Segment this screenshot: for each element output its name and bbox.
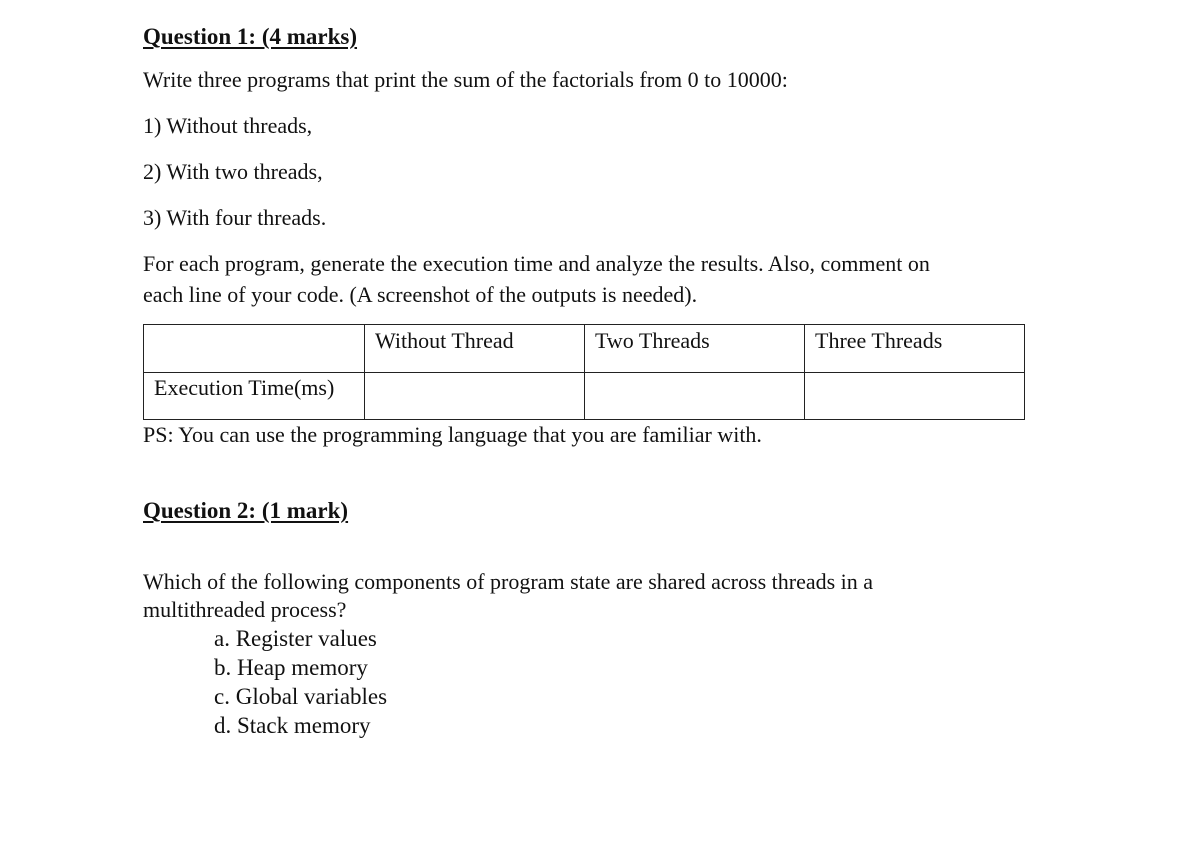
question-1-heading: Question 1: (4 marks)	[143, 24, 358, 49]
table-header-cell-empty	[144, 325, 365, 373]
option-a: a. Register values	[214, 626, 377, 651]
question-1-item-2: 2) With two threads,	[143, 159, 323, 184]
execution-time-table	[143, 324, 1025, 420]
option-b: b. Heap memory	[214, 655, 368, 680]
question-2-prompt-line-1: Which of the following components of program state are shared across threads in a	[143, 569, 874, 594]
table-cell-without-thread	[365, 373, 585, 420]
table-row	[144, 373, 1025, 420]
option-c: c. Global variables	[214, 684, 388, 709]
table-row-label: Execution Time(ms)	[144, 373, 365, 420]
question-1-instructions-line-1: For each program, generate the execution time and analyze the results. Also, comment on	[143, 251, 930, 276]
question-2-prompt-line-2: multithreaded process?	[143, 597, 347, 622]
table-header-three-threads: Three Threads	[805, 325, 1025, 373]
question-1-item-1: 1) Without threads,	[143, 113, 313, 138]
question-2-heading: Question 2: (1 mark)	[143, 498, 349, 523]
table-header-two-threads: Two Threads	[585, 325, 805, 373]
table-cell-three-threads	[805, 373, 1025, 420]
ps-note: PS: You can use the programming language that you are familiar with.	[143, 422, 762, 447]
question-1-item-3: 3) With four threads.	[143, 205, 327, 230]
table-header-without-thread: Without Thread	[365, 325, 585, 373]
option-d: d. Stack memory	[214, 713, 371, 738]
table-header-row	[144, 325, 1025, 373]
question-1-instructions-line-2: each line of your code. (A screenshot of the outputs is needed).	[143, 282, 698, 307]
question-1-intro: Write three programs that print the sum of the factorials from 0 to 10000:	[143, 67, 788, 92]
table-cell-two-threads	[585, 373, 805, 420]
